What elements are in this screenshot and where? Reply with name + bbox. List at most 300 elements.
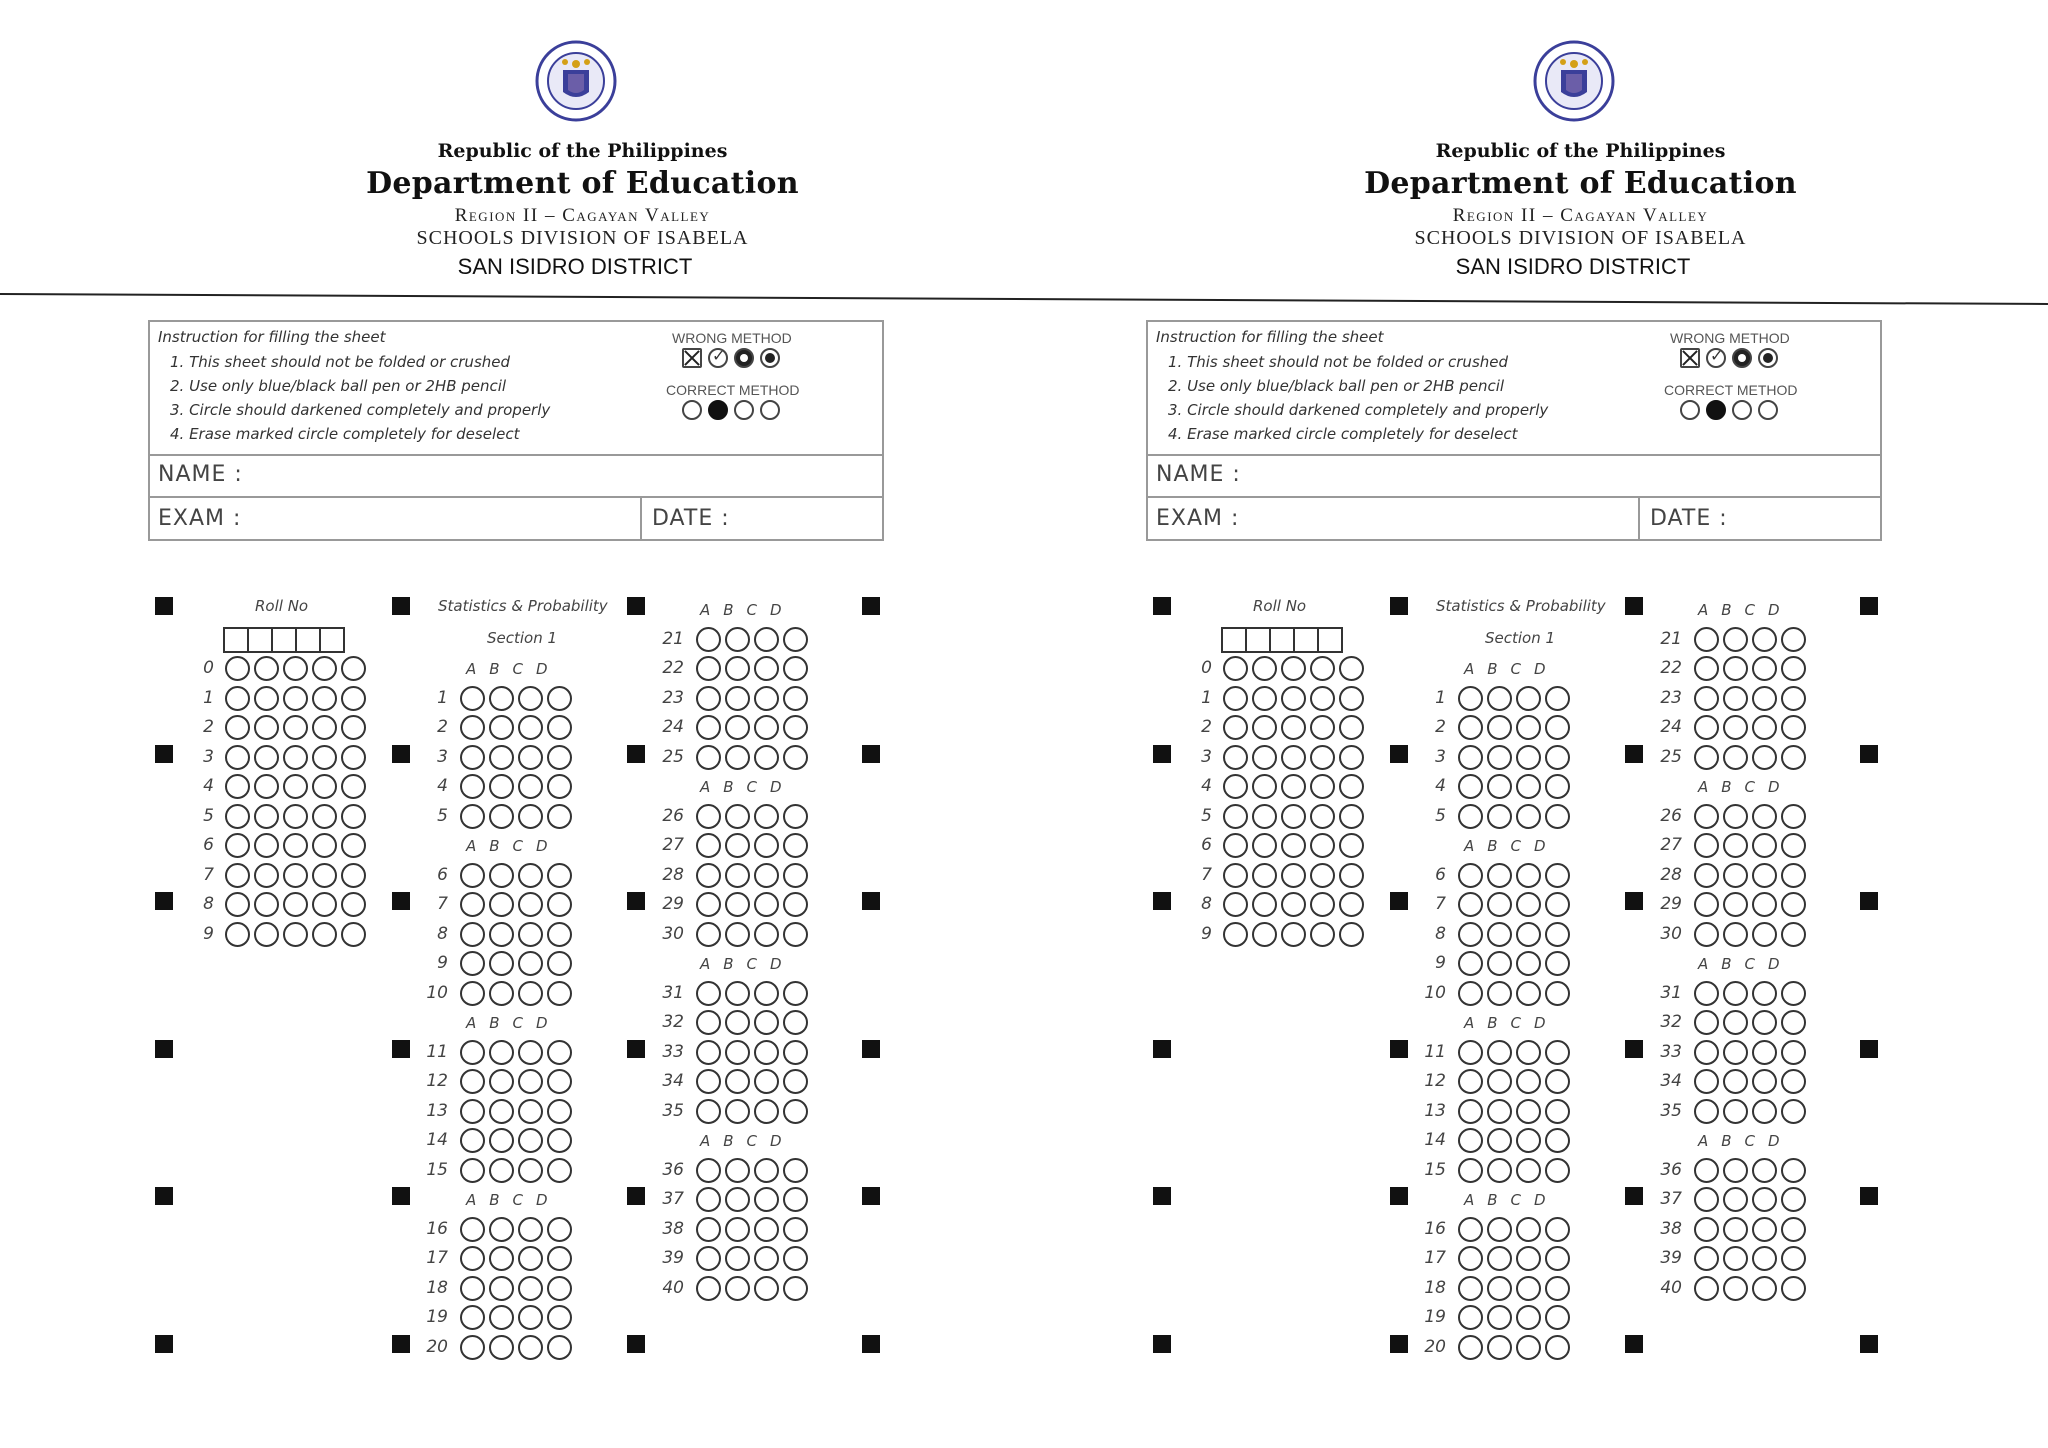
answer-bubble[interactable] [725, 863, 750, 888]
answer-bubble[interactable] [1723, 686, 1748, 711]
answer-bubble[interactable] [783, 1187, 808, 1212]
answer-bubble[interactable] [754, 1276, 779, 1301]
answer-bubble[interactable] [225, 833, 250, 858]
answer-bubble[interactable] [783, 1010, 808, 1035]
answer-bubble[interactable] [518, 745, 543, 770]
answer-bubble[interactable] [341, 833, 366, 858]
answer-bubble[interactable] [1252, 922, 1277, 947]
answer-bubble[interactable] [1487, 1040, 1512, 1065]
answer-bubble[interactable] [783, 715, 808, 740]
roll-no-boxes[interactable] [1221, 627, 1343, 653]
answer-bubble[interactable] [725, 1099, 750, 1124]
answer-bubble[interactable] [1545, 892, 1570, 917]
answer-bubble[interactable] [1252, 774, 1277, 799]
answer-bubble[interactable] [1752, 686, 1777, 711]
answer-bubble[interactable] [1752, 627, 1777, 652]
roll-no-boxes[interactable] [223, 627, 345, 653]
answer-bubble[interactable] [460, 1335, 485, 1360]
answer-bubble[interactable] [1458, 1128, 1483, 1153]
answer-bubble[interactable] [1781, 1158, 1806, 1183]
answer-bubble[interactable] [725, 1246, 750, 1271]
answer-bubble[interactable] [725, 922, 750, 947]
answer-bubble[interactable] [460, 686, 485, 711]
answer-bubble[interactable] [754, 1187, 779, 1212]
answer-bubble[interactable] [1694, 1040, 1719, 1065]
answer-bubble[interactable] [283, 804, 308, 829]
answer-bubble[interactable] [1339, 656, 1364, 681]
answer-bubble[interactable] [1487, 892, 1512, 917]
answer-bubble[interactable] [1752, 892, 1777, 917]
answer-bubble[interactable] [696, 686, 721, 711]
answer-bubble[interactable] [547, 981, 572, 1006]
roll-digit-box[interactable] [1317, 627, 1343, 653]
answer-bubble[interactable] [696, 1158, 721, 1183]
answer-bubble[interactable] [1458, 922, 1483, 947]
answer-bubble[interactable] [754, 1158, 779, 1183]
answer-bubble[interactable] [1694, 715, 1719, 740]
answer-bubble[interactable] [1458, 1040, 1483, 1065]
answer-bubble[interactable] [1339, 833, 1364, 858]
answer-bubble[interactable] [547, 1128, 572, 1153]
answer-bubble[interactable] [1723, 863, 1748, 888]
answer-bubble[interactable] [1545, 1099, 1570, 1124]
answer-bubble[interactable] [1723, 981, 1748, 1006]
answer-bubble[interactable] [1781, 833, 1806, 858]
answer-bubble[interactable] [341, 774, 366, 799]
answer-bubble[interactable] [1310, 804, 1335, 829]
answer-bubble[interactable] [518, 892, 543, 917]
answer-bubble[interactable] [283, 922, 308, 947]
answer-bubble[interactable] [1723, 1010, 1748, 1035]
answer-bubble[interactable] [1781, 745, 1806, 770]
answer-bubble[interactable] [783, 1040, 808, 1065]
answer-bubble[interactable] [225, 656, 250, 681]
answer-bubble[interactable] [1781, 1246, 1806, 1271]
answer-bubble[interactable] [1223, 745, 1248, 770]
answer-bubble[interactable] [1781, 1187, 1806, 1212]
answer-bubble[interactable] [1545, 745, 1570, 770]
answer-bubble[interactable] [1781, 1040, 1806, 1065]
answer-bubble[interactable] [754, 1040, 779, 1065]
answer-bubble[interactable] [1516, 1158, 1541, 1183]
answer-bubble[interactable] [725, 1069, 750, 1094]
answer-bubble[interactable] [489, 1305, 514, 1330]
answer-bubble[interactable] [225, 774, 250, 799]
answer-bubble[interactable] [1458, 863, 1483, 888]
answer-bubble[interactable] [725, 1158, 750, 1183]
answer-bubble[interactable] [1694, 804, 1719, 829]
answer-bubble[interactable] [547, 745, 572, 770]
roll-digit-box[interactable] [1245, 627, 1271, 653]
answer-bubble[interactable] [518, 715, 543, 740]
answer-bubble[interactable] [1310, 656, 1335, 681]
answer-bubble[interactable] [312, 892, 337, 917]
answer-bubble[interactable] [1694, 981, 1719, 1006]
answer-bubble[interactable] [1752, 1187, 1777, 1212]
answer-bubble[interactable] [1339, 863, 1364, 888]
answer-bubble[interactable] [1752, 1099, 1777, 1124]
answer-bubble[interactable] [225, 745, 250, 770]
answer-bubble[interactable] [725, 715, 750, 740]
answer-bubble[interactable] [489, 1069, 514, 1094]
answer-bubble[interactable] [1545, 1305, 1570, 1330]
answer-bubble[interactable] [1516, 1040, 1541, 1065]
roll-digit-box[interactable] [319, 627, 345, 653]
answer-bubble[interactable] [1310, 715, 1335, 740]
answer-bubble[interactable] [725, 1010, 750, 1035]
answer-bubble[interactable] [754, 892, 779, 917]
answer-bubble[interactable] [1694, 1069, 1719, 1094]
answer-bubble[interactable] [696, 1217, 721, 1242]
answer-bubble[interactable] [1458, 1246, 1483, 1271]
answer-bubble[interactable] [1694, 922, 1719, 947]
answer-bubble[interactable] [460, 1069, 485, 1094]
answer-bubble[interactable] [489, 1040, 514, 1065]
answer-bubble[interactable] [1545, 1128, 1570, 1153]
answer-bubble[interactable] [341, 715, 366, 740]
answer-bubble[interactable] [696, 745, 721, 770]
answer-bubble[interactable] [783, 922, 808, 947]
answer-bubble[interactable] [1723, 715, 1748, 740]
answer-bubble[interactable] [1694, 686, 1719, 711]
answer-bubble[interactable] [225, 715, 250, 740]
answer-bubble[interactable] [1252, 833, 1277, 858]
answer-bubble[interactable] [254, 715, 279, 740]
answer-bubble[interactable] [696, 863, 721, 888]
answer-bubble[interactable] [1487, 804, 1512, 829]
answer-bubble[interactable] [1694, 1010, 1719, 1035]
answer-bubble[interactable] [754, 627, 779, 652]
answer-bubble[interactable] [489, 686, 514, 711]
answer-bubble[interactable] [1516, 1099, 1541, 1124]
answer-bubble[interactable] [518, 804, 543, 829]
answer-bubble[interactable] [1545, 1158, 1570, 1183]
answer-bubble[interactable] [1458, 1158, 1483, 1183]
answer-bubble[interactable] [1487, 1099, 1512, 1124]
answer-bubble[interactable] [1781, 1217, 1806, 1242]
answer-bubble[interactable] [547, 922, 572, 947]
answer-bubble[interactable] [1487, 1246, 1512, 1271]
answer-bubble[interactable] [1723, 627, 1748, 652]
answer-bubble[interactable] [1545, 715, 1570, 740]
answer-bubble[interactable] [696, 1010, 721, 1035]
answer-bubble[interactable] [312, 833, 337, 858]
answer-bubble[interactable] [1487, 1069, 1512, 1094]
answer-bubble[interactable] [489, 863, 514, 888]
answer-bubble[interactable] [783, 656, 808, 681]
answer-bubble[interactable] [1310, 833, 1335, 858]
answer-bubble[interactable] [1723, 656, 1748, 681]
answer-bubble[interactable] [1516, 745, 1541, 770]
answer-bubble[interactable] [1545, 1040, 1570, 1065]
answer-bubble[interactable] [1458, 892, 1483, 917]
answer-bubble[interactable] [754, 1069, 779, 1094]
exam-field[interactable] [1148, 498, 1882, 542]
answer-bubble[interactable] [1487, 981, 1512, 1006]
answer-bubble[interactable] [696, 715, 721, 740]
answer-bubble[interactable] [460, 774, 485, 799]
answer-bubble[interactable] [1723, 745, 1748, 770]
answer-bubble[interactable] [754, 1010, 779, 1035]
answer-bubble[interactable] [696, 1099, 721, 1124]
answer-bubble[interactable] [1752, 1217, 1777, 1242]
answer-bubble[interactable] [1252, 892, 1277, 917]
answer-bubble[interactable] [460, 715, 485, 740]
answer-bubble[interactable] [1516, 774, 1541, 799]
answer-bubble[interactable] [1458, 1069, 1483, 1094]
answer-bubble[interactable] [1458, 774, 1483, 799]
answer-bubble[interactable] [283, 863, 308, 888]
answer-bubble[interactable] [460, 863, 485, 888]
answer-bubble[interactable] [489, 1335, 514, 1360]
answer-bubble[interactable] [489, 1128, 514, 1153]
answer-bubble[interactable] [1545, 1276, 1570, 1301]
answer-bubble[interactable] [1458, 1305, 1483, 1330]
answer-bubble[interactable] [1752, 922, 1777, 947]
answer-bubble[interactable] [341, 922, 366, 947]
answer-bubble[interactable] [547, 1099, 572, 1124]
answer-bubble[interactable] [1487, 863, 1512, 888]
answer-bubble[interactable] [783, 804, 808, 829]
answer-bubble[interactable] [725, 656, 750, 681]
answer-bubble[interactable] [1516, 863, 1541, 888]
answer-bubble[interactable] [1752, 1276, 1777, 1301]
answer-bubble[interactable] [1310, 745, 1335, 770]
answer-bubble[interactable] [1694, 1217, 1719, 1242]
answer-bubble[interactable] [696, 656, 721, 681]
answer-bubble[interactable] [725, 804, 750, 829]
answer-bubble[interactable] [518, 1305, 543, 1330]
answer-bubble[interactable] [547, 951, 572, 976]
roll-digit-box[interactable] [247, 627, 273, 653]
answer-bubble[interactable] [489, 922, 514, 947]
answer-bubble[interactable] [783, 1069, 808, 1094]
answer-bubble[interactable] [1781, 1069, 1806, 1094]
answer-bubble[interactable] [1487, 1128, 1512, 1153]
answer-bubble[interactable] [460, 892, 485, 917]
answer-bubble[interactable] [1781, 1099, 1806, 1124]
answer-bubble[interactable] [547, 892, 572, 917]
answer-bubble[interactable] [460, 922, 485, 947]
answer-bubble[interactable] [1723, 892, 1748, 917]
roll-digit-box[interactable] [295, 627, 321, 653]
answer-bubble[interactable] [1545, 1069, 1570, 1094]
answer-bubble[interactable] [1339, 686, 1364, 711]
answer-bubble[interactable] [518, 774, 543, 799]
answer-bubble[interactable] [1339, 804, 1364, 829]
answer-bubble[interactable] [783, 686, 808, 711]
answer-bubble[interactable] [489, 981, 514, 1006]
answer-bubble[interactable] [725, 686, 750, 711]
answer-bubble[interactable] [1545, 1335, 1570, 1360]
answer-bubble[interactable] [1752, 833, 1777, 858]
answer-bubble[interactable] [1223, 686, 1248, 711]
answer-bubble[interactable] [1281, 774, 1306, 799]
answer-bubble[interactable] [1223, 715, 1248, 740]
answer-bubble[interactable] [1694, 1158, 1719, 1183]
answer-bubble[interactable] [725, 627, 750, 652]
answer-bubble[interactable] [341, 804, 366, 829]
answer-bubble[interactable] [1516, 1069, 1541, 1094]
answer-bubble[interactable] [460, 1305, 485, 1330]
answer-bubble[interactable] [696, 892, 721, 917]
answer-bubble[interactable] [783, 627, 808, 652]
answer-bubble[interactable] [547, 1069, 572, 1094]
answer-bubble[interactable] [489, 774, 514, 799]
answer-bubble[interactable] [460, 1276, 485, 1301]
answer-bubble[interactable] [754, 1217, 779, 1242]
answer-bubble[interactable] [1516, 1217, 1541, 1242]
answer-bubble[interactable] [1694, 1276, 1719, 1301]
answer-bubble[interactable] [1545, 1246, 1570, 1271]
answer-bubble[interactable] [1339, 892, 1364, 917]
answer-bubble[interactable] [725, 1040, 750, 1065]
answer-bubble[interactable] [725, 981, 750, 1006]
answer-bubble[interactable] [1458, 1099, 1483, 1124]
answer-bubble[interactable] [1694, 627, 1719, 652]
answer-bubble[interactable] [1223, 833, 1248, 858]
answer-bubble[interactable] [754, 715, 779, 740]
answer-bubble[interactable] [1310, 863, 1335, 888]
roll-digit-box[interactable] [271, 627, 297, 653]
answer-bubble[interactable] [547, 863, 572, 888]
answer-bubble[interactable] [547, 1040, 572, 1065]
answer-bubble[interactable] [1516, 1276, 1541, 1301]
answer-bubble[interactable] [1310, 892, 1335, 917]
answer-bubble[interactable] [460, 981, 485, 1006]
answer-bubble[interactable] [1310, 922, 1335, 947]
answer-bubble[interactable] [254, 656, 279, 681]
answer-bubble[interactable] [1545, 863, 1570, 888]
answer-bubble[interactable] [460, 1099, 485, 1124]
answer-bubble[interactable] [1223, 892, 1248, 917]
answer-bubble[interactable] [1781, 686, 1806, 711]
answer-bubble[interactable] [696, 1040, 721, 1065]
answer-bubble[interactable] [1339, 774, 1364, 799]
answer-bubble[interactable] [1223, 774, 1248, 799]
answer-bubble[interactable] [341, 686, 366, 711]
answer-bubble[interactable] [1487, 922, 1512, 947]
answer-bubble[interactable] [754, 686, 779, 711]
answer-bubble[interactable] [754, 1246, 779, 1271]
answer-bubble[interactable] [489, 1217, 514, 1242]
roll-digit-box[interactable] [1221, 627, 1247, 653]
answer-bubble[interactable] [1694, 1099, 1719, 1124]
answer-bubble[interactable] [754, 833, 779, 858]
answer-bubble[interactable] [1694, 863, 1719, 888]
answer-bubble[interactable] [1545, 774, 1570, 799]
answer-bubble[interactable] [1781, 1010, 1806, 1035]
answer-bubble[interactable] [1516, 951, 1541, 976]
answer-bubble[interactable] [1694, 833, 1719, 858]
answer-bubble[interactable] [1281, 804, 1306, 829]
answer-bubble[interactable] [725, 1217, 750, 1242]
answer-bubble[interactable] [783, 833, 808, 858]
answer-bubble[interactable] [783, 1276, 808, 1301]
answer-bubble[interactable] [489, 745, 514, 770]
answer-bubble[interactable] [1487, 1305, 1512, 1330]
answer-bubble[interactable] [696, 804, 721, 829]
answer-bubble[interactable] [489, 892, 514, 917]
answer-bubble[interactable] [783, 892, 808, 917]
answer-bubble[interactable] [1781, 892, 1806, 917]
answer-bubble[interactable] [460, 951, 485, 976]
answer-bubble[interactable] [283, 715, 308, 740]
answer-bubble[interactable] [1694, 1187, 1719, 1212]
answer-bubble[interactable] [283, 656, 308, 681]
answer-bubble[interactable] [754, 745, 779, 770]
answer-bubble[interactable] [696, 1276, 721, 1301]
answer-bubble[interactable] [783, 981, 808, 1006]
exam-field[interactable] [150, 498, 884, 542]
answer-bubble[interactable] [696, 627, 721, 652]
answer-bubble[interactable] [696, 1069, 721, 1094]
answer-bubble[interactable] [1545, 951, 1570, 976]
answer-bubble[interactable] [1723, 1158, 1748, 1183]
answer-bubble[interactable] [518, 686, 543, 711]
answer-bubble[interactable] [1310, 686, 1335, 711]
answer-bubble[interactable] [1723, 1069, 1748, 1094]
answer-bubble[interactable] [1781, 1276, 1806, 1301]
answer-bubble[interactable] [1545, 922, 1570, 947]
answer-bubble[interactable] [341, 863, 366, 888]
answer-bubble[interactable] [1545, 686, 1570, 711]
answer-bubble[interactable] [1781, 981, 1806, 1006]
answer-bubble[interactable] [1487, 686, 1512, 711]
answer-bubble[interactable] [225, 686, 250, 711]
answer-bubble[interactable] [1252, 804, 1277, 829]
answer-bubble[interactable] [1458, 715, 1483, 740]
answer-bubble[interactable] [341, 745, 366, 770]
answer-bubble[interactable] [1339, 715, 1364, 740]
answer-bubble[interactable] [1723, 1099, 1748, 1124]
answer-bubble[interactable] [312, 804, 337, 829]
answer-bubble[interactable] [460, 1158, 485, 1183]
answer-bubble[interactable] [518, 922, 543, 947]
answer-bubble[interactable] [1487, 745, 1512, 770]
roll-digit-box[interactable] [223, 627, 249, 653]
answer-bubble[interactable] [1458, 1276, 1483, 1301]
answer-bubble[interactable] [547, 1158, 572, 1183]
answer-bubble[interactable] [460, 745, 485, 770]
answer-bubble[interactable] [1516, 1305, 1541, 1330]
answer-bubble[interactable] [1458, 981, 1483, 1006]
answer-bubble[interactable] [783, 1158, 808, 1183]
answer-bubble[interactable] [1516, 892, 1541, 917]
answer-bubble[interactable] [489, 1099, 514, 1124]
answer-bubble[interactable] [225, 804, 250, 829]
answer-bubble[interactable] [1516, 981, 1541, 1006]
answer-bubble[interactable] [1252, 686, 1277, 711]
answer-bubble[interactable] [1723, 833, 1748, 858]
answer-bubble[interactable] [725, 745, 750, 770]
answer-bubble[interactable] [489, 715, 514, 740]
answer-bubble[interactable] [518, 1335, 543, 1360]
answer-bubble[interactable] [1545, 804, 1570, 829]
answer-bubble[interactable] [283, 745, 308, 770]
answer-bubble[interactable] [489, 1158, 514, 1183]
answer-bubble[interactable] [1252, 715, 1277, 740]
answer-bubble[interactable] [1281, 656, 1306, 681]
answer-bubble[interactable] [489, 804, 514, 829]
answer-bubble[interactable] [1516, 686, 1541, 711]
answer-bubble[interactable] [1458, 686, 1483, 711]
answer-bubble[interactable] [489, 1276, 514, 1301]
answer-bubble[interactable] [1545, 981, 1570, 1006]
answer-bubble[interactable] [518, 1128, 543, 1153]
answer-bubble[interactable] [547, 1217, 572, 1242]
answer-bubble[interactable] [696, 1187, 721, 1212]
